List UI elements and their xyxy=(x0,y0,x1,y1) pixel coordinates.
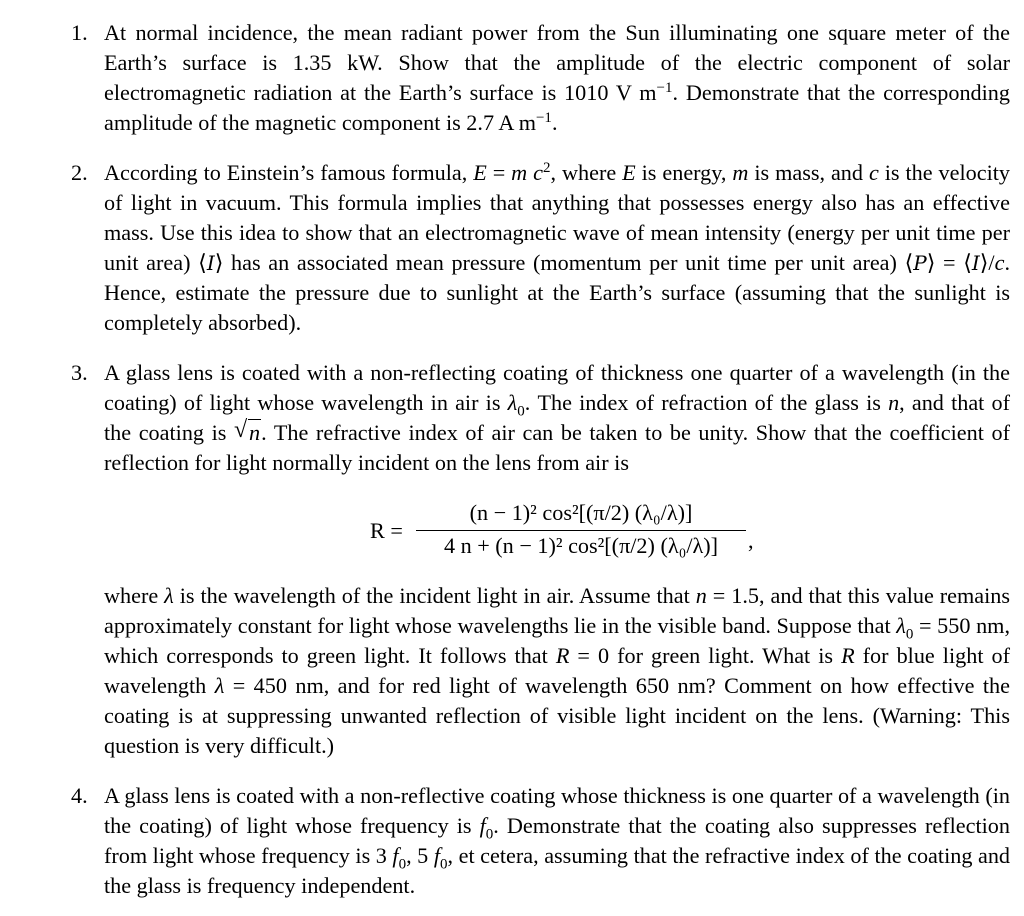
problem-number: 2. xyxy=(71,160,88,185)
problem-3-continued xyxy=(104,581,1010,761)
equation-fraction xyxy=(416,500,746,559)
problem-number: 3. xyxy=(71,360,88,385)
problem-number: 1. xyxy=(71,20,88,45)
equation-lhs: R = xyxy=(370,518,403,543)
problem-number: 4. xyxy=(71,783,88,808)
problem-4 xyxy=(71,781,1011,901)
problem-text: A glass lens is coated with a non-reflecting coating of thickness one quarter of a wavelength (in the coating) of light whose wavelength in air is $\lambda_0$. The index of refraction of the glass is n, and that of the coating is √ n. The refractive index of air can be taken to be unity. Show that the coefficient of reflection for light normally incident on the lens from air is xyxy=(104,360,1010,475)
reflection-coefficient-equation xyxy=(370,500,790,570)
problem-2 xyxy=(71,158,1011,338)
problem-text: A glass lens is coated with a non-reflective coating whose thickness is one quarter of a wavelength (in the coating) of light whose frequency is $f_0$. Demonstrate that the coating also suppresses reflection from light whose frequency is 3 $f_0$, 5 $f_0$, et cetera, assuming that the refractive index of the coating and the glass is frequency independent. xyxy=(104,783,1011,898)
equation-denominator: 4 n + (n − 1)² cos²[(π/2) (λ₀/λ)] xyxy=(443,533,719,558)
fraction-bar xyxy=(416,530,746,531)
problem-3 xyxy=(71,358,1010,478)
problem-text: At normal incidence, the mean radiant power from the Sun illuminating one square meter of the Earth’s surface is 1.35 kW. Show that the amplitude of the electric component of solar electromagnetic radiation at the Earth’s surface is 1010 V $m^{-1}$. Demonstrate that the corresponding amplitude of the magnetic component is 2.7 A $m^{-1}$. xyxy=(104,20,1010,135)
problem-1 xyxy=(71,18,1010,138)
square-root: √ n xyxy=(234,417,261,445)
equation-comma: , xyxy=(748,528,754,553)
problem-text: where λ is the wavelength of the incident light in air. Assume that n = 1.5, and that this value remains approximately constant for light whose wavelengths lie in the visible band. Suppose that $\lambda_0 = 550$ nm, which corresponds to green light. It follows that R = 0 for green light. What is R for blue light of wavelength λ = 450 nm, and for red light of wavelength 650 nm? Comment on how effective the coating is at suppressing unwanted reflection of visible light incident on the lens. (Warning: This question is very difficult.) xyxy=(104,583,1010,758)
problem-text: According to Einstein’s famous formula, E = m $c^2$, where E is energy, m is mass, and c is the velocity of light in vacuum. This formula implies that anything that possesses energy also has an effective mass. Use this idea to show that an electromagnetic wave of mean intensity (energy per unit time per unit area) ⟨I⟩ has an associated mean pressure (momentum per unit time per unit area) ⟨P⟩ = ⟨I⟩/c. Hence, estimate the pressure due to sunlight at the Earth’s surface (assuming that the sunlight is completely absorbed). xyxy=(104,159,1011,335)
equation-numerator: (n − 1)² cos²[(π/2) (λ₀/λ)] xyxy=(469,500,693,525)
